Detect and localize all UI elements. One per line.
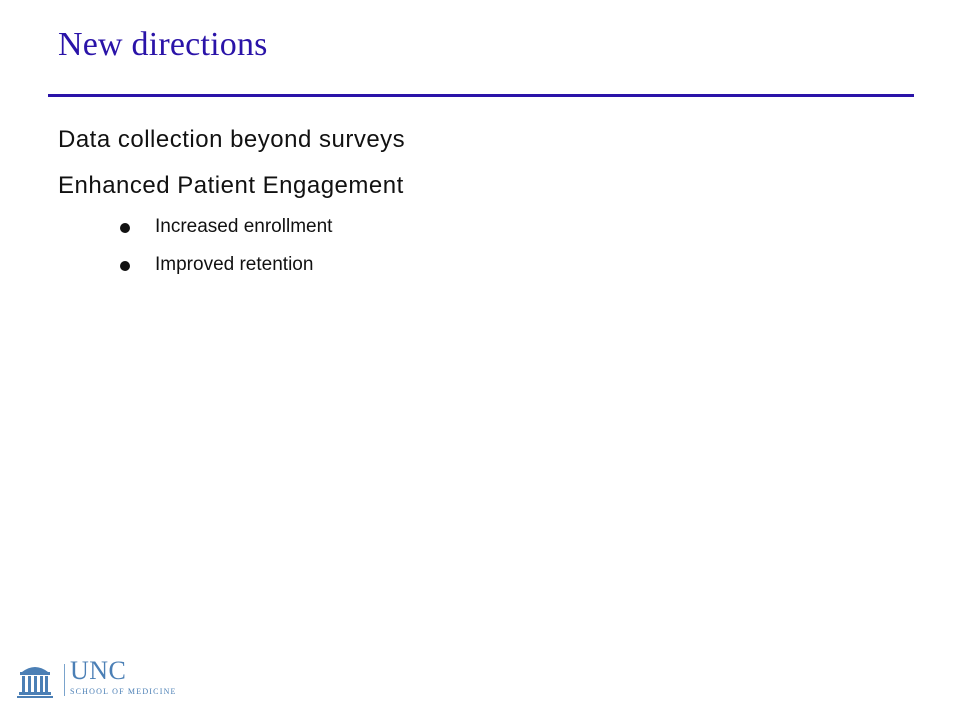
sub-bullet-list [58,212,898,288]
bullet-dot-icon [120,261,130,271]
bullet-dot-icon [120,223,130,233]
logo-divider [64,664,65,696]
logo-name: UNC [70,656,127,685]
title-divider [48,94,914,97]
old-well-icon [14,660,56,700]
sub-bullet-retention [58,250,898,288]
unc-logo [14,656,184,704]
bullet-patient-engagement: Enhanced Patient Engagement [58,172,404,199]
sub-bullet-label: Improved retention [155,254,314,275]
sub-bullet-label: Increased enrollment [155,216,333,237]
slide-title: New directions [58,26,268,63]
slide-content [58,120,898,288]
sub-bullet-enrollment [58,212,898,250]
logo-subtitle: SCHOOL OF MEDICINE [70,687,177,696]
bullet-data-collection: Data collection beyond surveys [58,126,406,153]
